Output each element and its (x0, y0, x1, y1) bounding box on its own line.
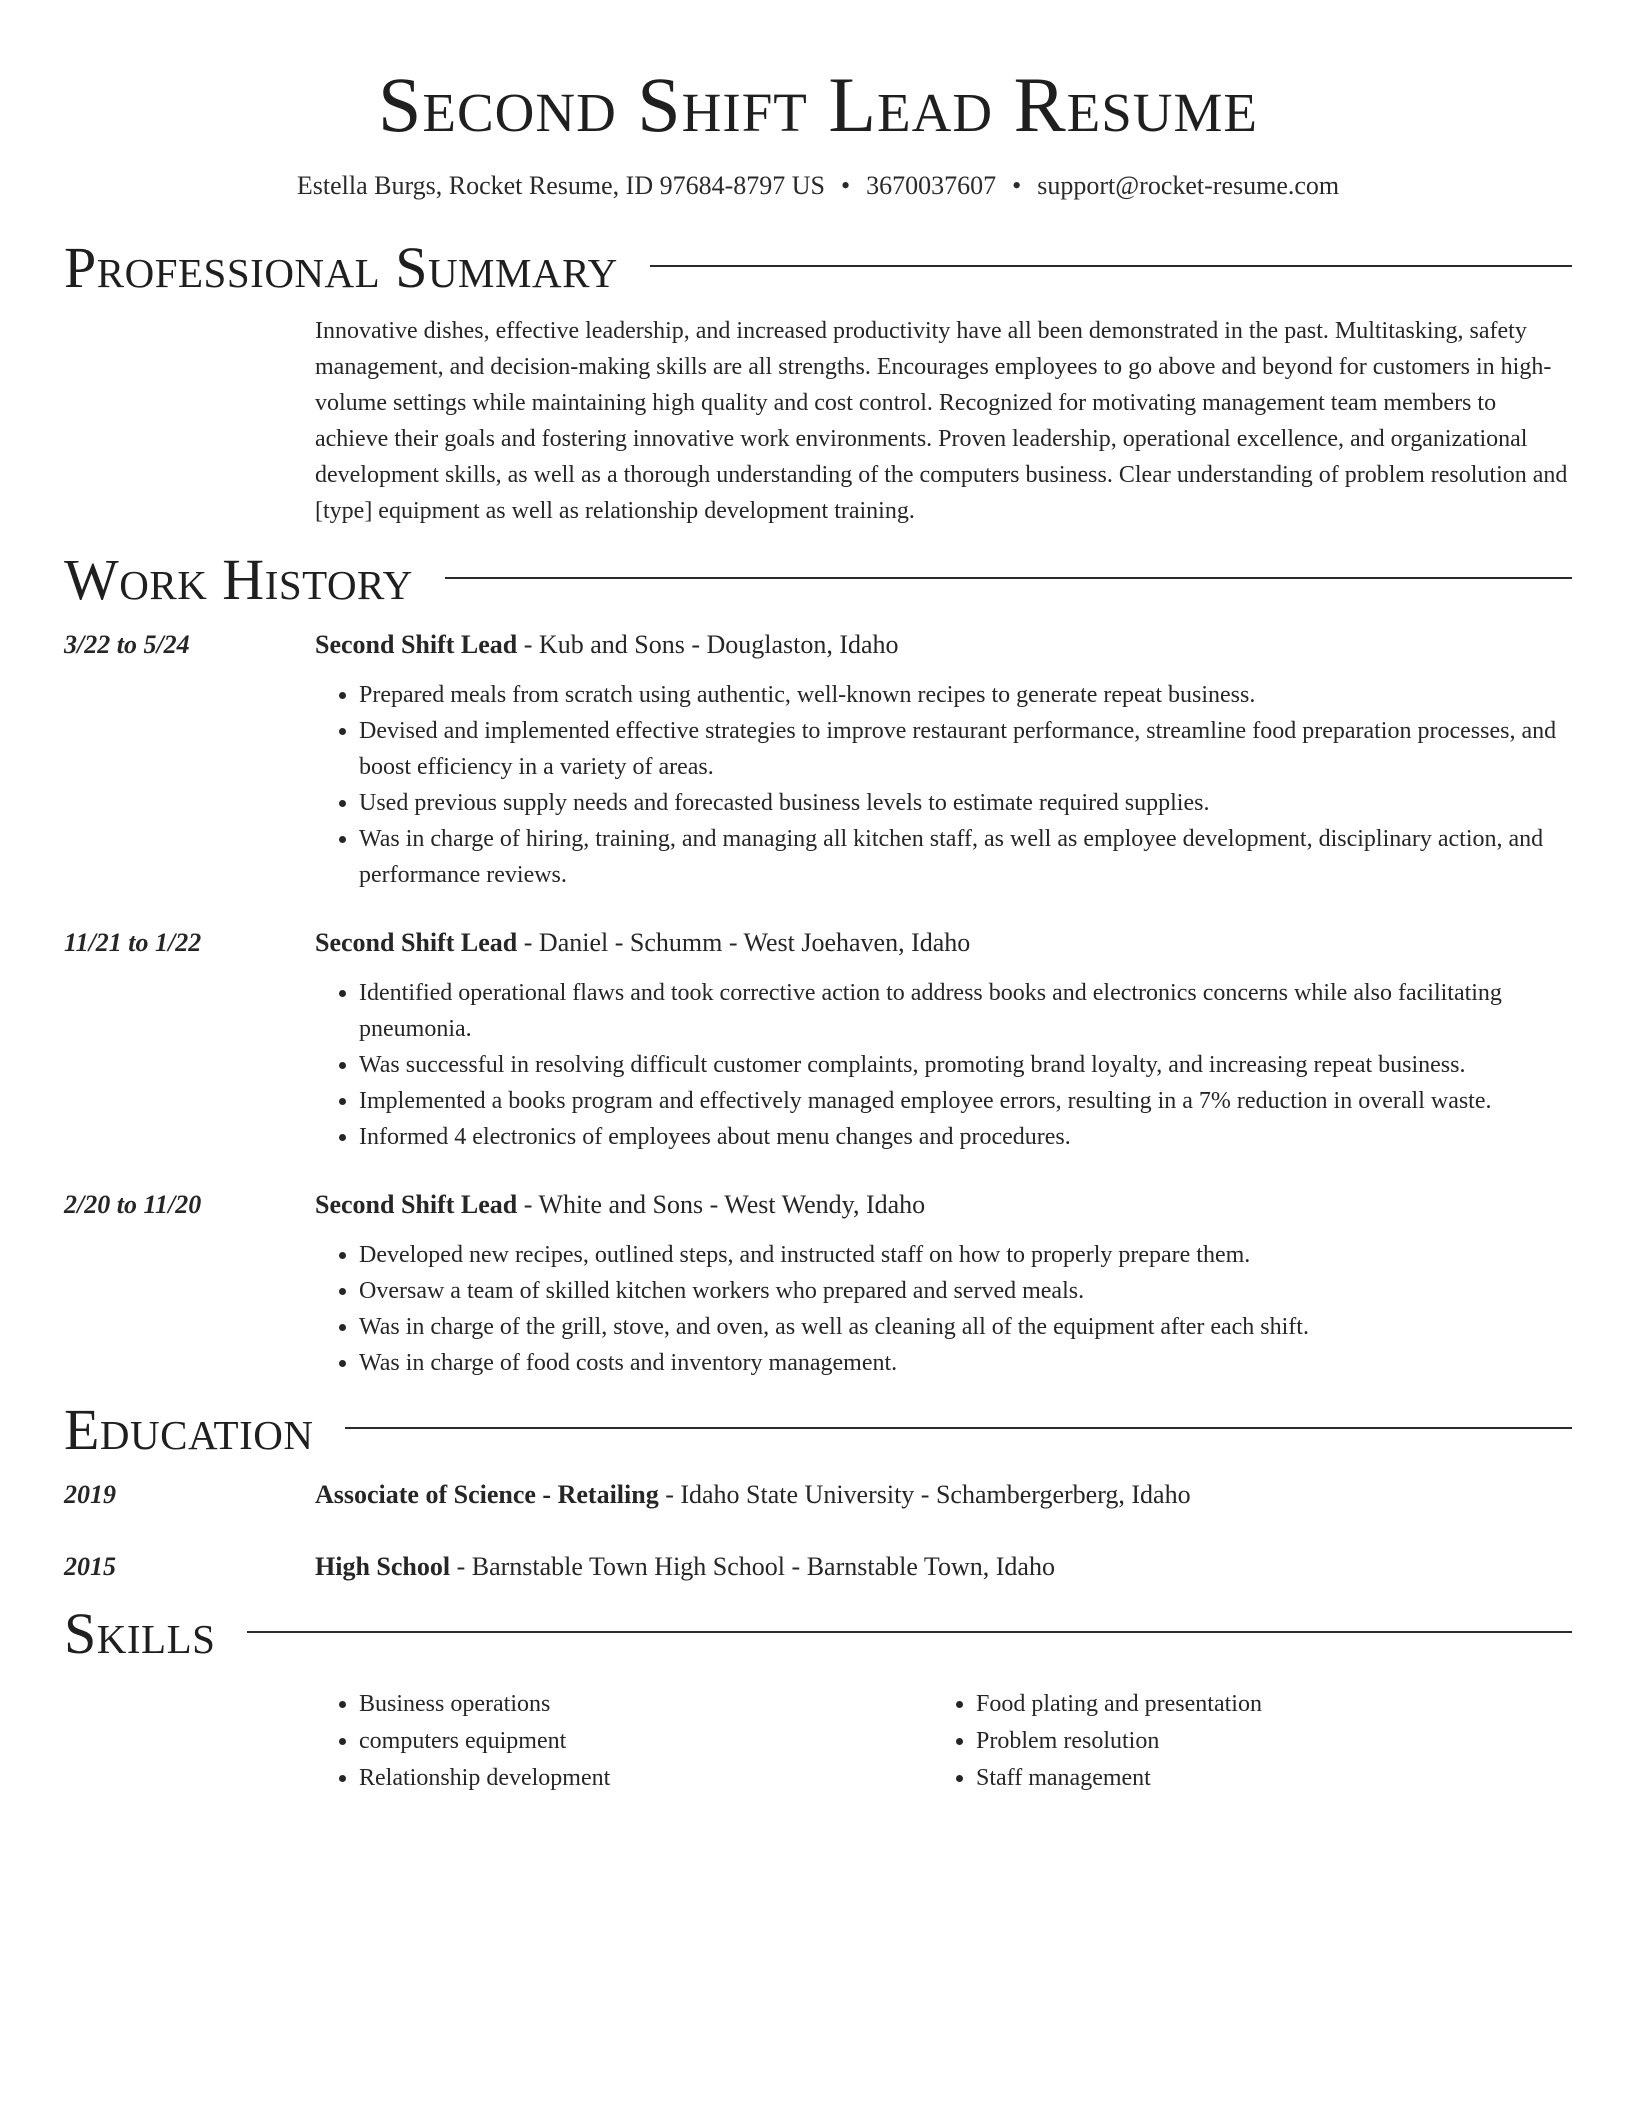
skill-item: • Relationship development (359, 1760, 932, 1797)
section-divider (650, 265, 1572, 267)
section-divider (445, 577, 1572, 579)
list-item: • Devised and implemented effective strategies to improve restaurant performance, streamline food preparation processes, and boost efficiency in a variety of areas. (359, 713, 1572, 785)
education-section-header (64, 1399, 1572, 1461)
list-item: • Was in charge of food costs and inventory management. (359, 1345, 1572, 1381)
education-entry (64, 1549, 1572, 1585)
skill-item: • Food plating and presentation (976, 1686, 1549, 1723)
education-entry (64, 1477, 1572, 1513)
school-details: - Idaho State University - Schambergerberg, Idaho (658, 1480, 1191, 1509)
resume-page (64, 0, 1572, 1797)
job-title: Second Shift Lead (315, 630, 518, 659)
list-item: • Was in charge of hiring, training, and managing all kitchen staff, as well as employee development, disciplinary action, and performance reviews. (359, 821, 1572, 893)
education-year: 2015 (64, 1552, 116, 1581)
contact-separator: • (841, 171, 851, 200)
skill-item: • Problem resolution (976, 1723, 1549, 1760)
work-headline (315, 1187, 1572, 1223)
work-bullets (315, 1237, 1572, 1381)
skill-item: • Business operations (359, 1686, 932, 1723)
work-bullets (315, 677, 1572, 893)
list-item: • Implemented a books program and effectively managed employee errors, resulting in a 7% reduction in overall waste. (359, 1083, 1572, 1119)
skills-column-right (932, 1686, 1549, 1797)
work-section-header (64, 549, 1572, 611)
work-entry (64, 627, 1572, 893)
work-dates: 2/20 to 11/20 (64, 1190, 202, 1219)
work-headline (315, 925, 1572, 961)
work-dates: 3/22 to 5/24 (64, 630, 190, 659)
summary-heading: Professional Summary (64, 235, 618, 300)
work-entry (64, 1187, 1572, 1381)
contact-address: Estella Burgs, Rocket Resume, ID 97684-8797 US (296, 171, 825, 200)
school-details: - Barnstable Town High School - Barnstable Town, Idaho (450, 1552, 1055, 1581)
section-divider (247, 1631, 1572, 1633)
contact-email[interactable]: support@rocket-resume.com (1037, 171, 1340, 200)
list-item: • Developed new recipes, outlined steps, and instructed staff on how to properly prepare them. (359, 1237, 1572, 1273)
education-year: 2019 (64, 1480, 116, 1509)
list-item: • Was successful in resolving difficult customer complaints, promoting brand loyalty, and increasing repeat business. (359, 1047, 1572, 1083)
work-dates: 11/21 to 1/22 (64, 928, 202, 957)
list-item: • Informed 4 electronics of employees about menu changes and procedures. (359, 1119, 1572, 1155)
job-title: Second Shift Lead (315, 1190, 518, 1219)
work-heading: Work History (64, 547, 413, 612)
education-heading: Education (64, 1397, 314, 1462)
job-title: Second Shift Lead (315, 928, 518, 957)
skills-section-header (64, 1603, 1572, 1665)
skills-heading: Skills (64, 1601, 216, 1666)
summary-text: Innovative dishes, effective leadership, and increased productivity have all been demonstrated in the past. Multitasking, safety management, and decision-making skills are all strengths. Encourages employees to go above and beyond for customers in high-volume settings while maintaining high quality and cost control. Recognized for motivating management team members to achieve their goals and fostering innovative work environments. Proven leadership, operational excellence, and organizational development skills, as well as a thorough understanding of the computers business. Clear understanding of problem resolution and [type] equipment as well as relationship development training. (315, 318, 1568, 524)
section-divider (345, 1427, 1572, 1429)
list-item: • Was in charge of the grill, stove, and oven, as well as cleaning all of the equipment after each shift. (359, 1309, 1572, 1345)
skills-list (315, 1686, 1572, 1797)
work-entry (64, 925, 1572, 1155)
job-details: - Daniel - Schumm - West Joehaven, Idaho (517, 928, 971, 957)
work-bullets (315, 975, 1572, 1155)
contact-separator: • (1012, 171, 1022, 200)
skill-item: • Staff management (976, 1760, 1549, 1797)
resume-title: Second Shift Lead Resume (377, 61, 1259, 148)
degree: Associate of Science - Retailing (315, 1480, 659, 1509)
education-headline (315, 1477, 1572, 1513)
education-headline (315, 1549, 1572, 1585)
list-item: • Used previous supply needs and forecasted business levels to estimate required supplies. (359, 785, 1572, 821)
degree: High School (315, 1552, 451, 1581)
summary-section-header (64, 237, 1572, 299)
work-headline (315, 627, 1572, 663)
list-item: • Identified operational flaws and took corrective action to address books and electronics concerns while also facilitating pneumonia. (359, 975, 1572, 1047)
list-item: • Prepared meals from scratch using authentic, well-known recipes to generate repeat business. (359, 677, 1572, 713)
contact-line (64, 169, 1572, 203)
contact-phone: 3670037607 (866, 171, 997, 200)
skill-item: • computers equipment (359, 1723, 932, 1760)
job-details: - White and Sons - West Wendy, Idaho (517, 1190, 926, 1219)
list-item: • Oversaw a team of skilled kitchen workers who prepared and served meals. (359, 1273, 1572, 1309)
job-details: - Kub and Sons - Douglaston, Idaho (517, 630, 899, 659)
skills-column-left (315, 1686, 932, 1797)
